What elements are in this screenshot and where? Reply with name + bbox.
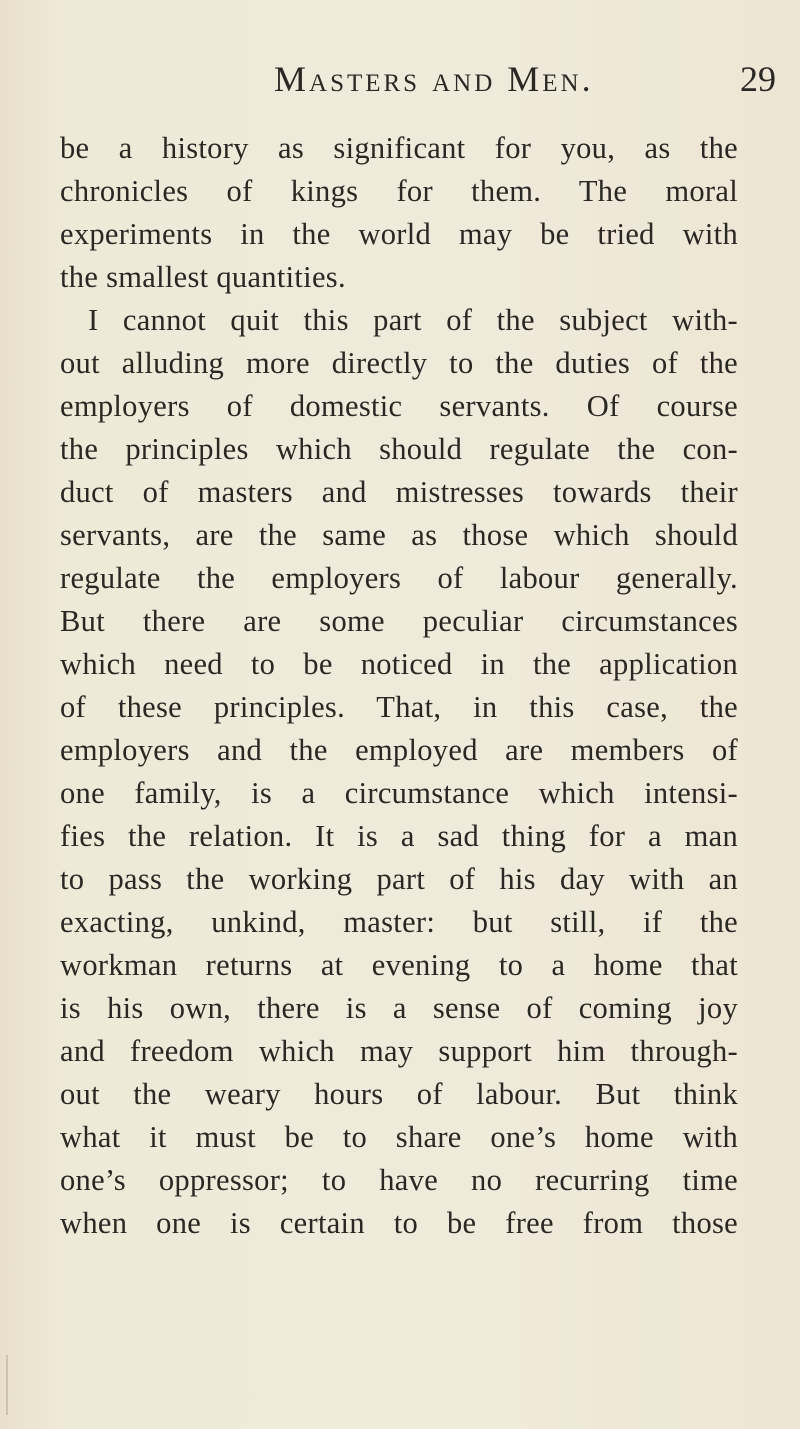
text-line: of these principles. That, in this case, the: [60, 690, 738, 724]
text-line: servants, are the same as those which should: [60, 518, 738, 552]
text-line: employers of domestic servants. Of course: [60, 389, 738, 423]
text-line: I cannot quit this part of the subject with-: [88, 303, 738, 337]
text-line: out alluding more directly to the duties of the: [60, 346, 738, 380]
text-line: duct of masters and mistresses towards their: [60, 475, 738, 509]
text-line: workman returns at evening to a home that: [60, 948, 738, 982]
text-line: employers and the employed are members of: [60, 733, 738, 767]
running-title: Masters and Men.: [274, 59, 594, 99]
text-line: experiments in the world may be tried with: [60, 217, 738, 251]
text-line: when one is certain to be free from those: [60, 1206, 738, 1240]
page-edge-shadow: [6, 1355, 8, 1415]
text-line: which need to be noticed in the application: [60, 647, 738, 681]
text-line: to pass the working part of his day with an: [60, 862, 738, 896]
text-line: out the weary hours of labour. But think: [60, 1077, 738, 1111]
text-line: one’s oppressor; to have no recurring time: [60, 1163, 738, 1197]
text-line: is his own, there is a sense of coming joy: [60, 991, 738, 1025]
text-line: be a history as significant for you, as the: [60, 131, 738, 165]
text-line: fies the relation. It is a sad thing for a man: [60, 819, 738, 853]
text-line: exacting, unkind, master: but still, if the: [60, 905, 738, 939]
text-line: the smallest quantities.: [60, 260, 346, 294]
page-number: 29: [740, 59, 776, 99]
running-head: [0, 58, 800, 106]
text-line: what it must be to share one’s home with: [60, 1120, 738, 1154]
text-line: the principles which should regulate the con-: [60, 432, 738, 466]
text-line: and freedom which may support him through-: [60, 1034, 738, 1068]
text-line: regulate the employers of labour generally.: [60, 561, 738, 595]
text-line: chronicles of kings for them. The moral: [60, 174, 738, 208]
text-line: But there are some peculiar circumstances: [60, 604, 738, 638]
text-line: one family, is a circumstance which intensi-: [60, 776, 738, 810]
